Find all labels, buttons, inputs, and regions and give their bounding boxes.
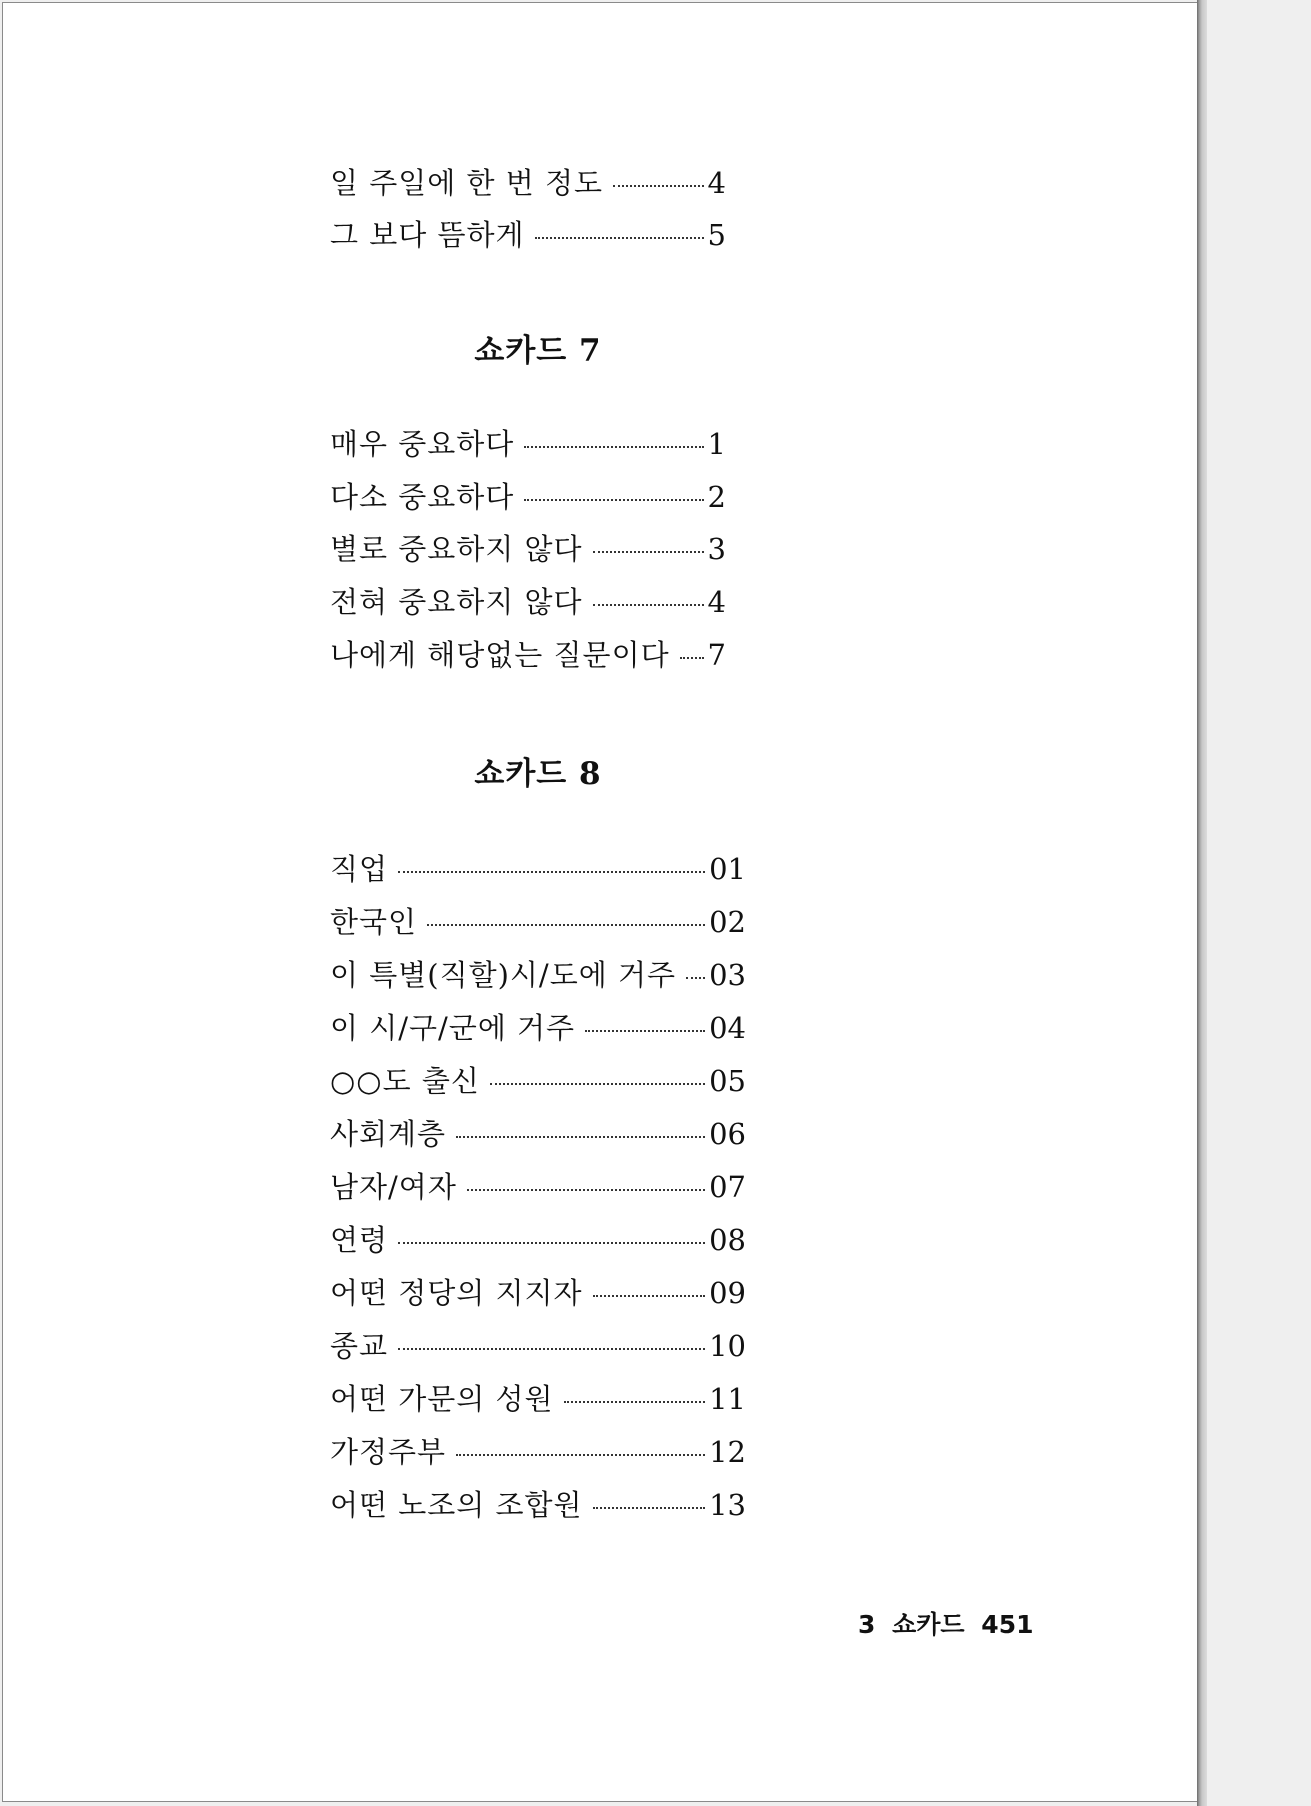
item-code: 13 bbox=[709, 1488, 746, 1522]
item-code: 11 bbox=[709, 1382, 746, 1416]
item-code: 09 bbox=[709, 1276, 746, 1310]
dot-leader bbox=[564, 1401, 706, 1403]
list-item bbox=[330, 218, 726, 252]
item-label: 어떤 정당의 지지자 bbox=[330, 1276, 583, 1310]
dot-leader bbox=[398, 1242, 705, 1244]
section-heading: 쇼카드 7 bbox=[474, 333, 602, 369]
item-label: 연령 bbox=[330, 1223, 389, 1257]
dot-leader bbox=[467, 1189, 705, 1191]
item-label: 어떤 가문의 성원 bbox=[330, 1382, 554, 1416]
item-code: 4 bbox=[707, 585, 726, 619]
item-code: 07 bbox=[709, 1170, 746, 1204]
item-code: 5 bbox=[707, 218, 726, 252]
dot-leader bbox=[535, 237, 704, 239]
item-label: 어떤 노조의 조합원 bbox=[330, 1488, 583, 1522]
item-label: 별로 중요하지 않다 bbox=[330, 532, 583, 566]
chapter-title: 쇼카드 bbox=[892, 1610, 965, 1639]
section-heading: 쇼카드 8 bbox=[474, 756, 602, 792]
item-label: 이 시/구/군에 거주 bbox=[330, 1011, 576, 1045]
item-code: 2 bbox=[707, 480, 726, 514]
item-label: 나에게 해당없는 질문이다 bbox=[330, 638, 670, 672]
item-label: 매우 중요하다 bbox=[330, 427, 515, 461]
item-label: 직업 bbox=[330, 852, 389, 886]
item-code: 10 bbox=[709, 1329, 746, 1363]
list-item bbox=[330, 166, 726, 200]
item-code: 01 bbox=[709, 852, 746, 886]
item-label: 그 보다 뜸하게 bbox=[330, 218, 525, 252]
dot-leader bbox=[680, 657, 704, 659]
list-item bbox=[330, 1382, 746, 1416]
list-item bbox=[330, 1170, 746, 1204]
list-item bbox=[330, 532, 726, 566]
item-label: 종교 bbox=[330, 1329, 389, 1363]
list-item bbox=[330, 1435, 746, 1469]
dot-leader bbox=[398, 871, 705, 873]
item-code: 3 bbox=[707, 532, 726, 566]
chapter-number: 3 bbox=[858, 1610, 876, 1639]
item-label: ○○도 출신 bbox=[330, 1064, 480, 1098]
list-item bbox=[330, 427, 726, 461]
dot-leader bbox=[613, 185, 704, 187]
item-label: 전혀 중요하지 않다 bbox=[330, 585, 583, 619]
list-item bbox=[330, 480, 726, 514]
item-label: 일 주일에 한 번 정도 bbox=[330, 166, 603, 200]
item-code: 03 bbox=[709, 958, 746, 992]
list-item bbox=[330, 905, 746, 939]
dot-leader bbox=[585, 1030, 705, 1032]
item-label: 한국인 bbox=[330, 905, 418, 939]
item-code: 05 bbox=[709, 1064, 746, 1098]
list-item bbox=[330, 1276, 746, 1310]
dot-leader bbox=[524, 499, 703, 501]
item-code: 06 bbox=[709, 1117, 746, 1151]
dot-leader bbox=[593, 1295, 706, 1297]
list-item bbox=[330, 585, 726, 619]
item-label: 남자/여자 bbox=[330, 1170, 457, 1204]
page-number: 451 bbox=[981, 1610, 1034, 1639]
page-footer bbox=[858, 1605, 1033, 1641]
list-item bbox=[330, 1011, 746, 1045]
item-label: 다소 중요하다 bbox=[330, 480, 515, 514]
list-item bbox=[330, 638, 726, 672]
item-code: 02 bbox=[709, 905, 746, 939]
dot-leader bbox=[427, 924, 705, 926]
item-code: 04 bbox=[709, 1011, 746, 1045]
item-label: 가정주부 bbox=[330, 1435, 447, 1469]
item-code: 1 bbox=[707, 427, 726, 461]
dot-leader bbox=[456, 1454, 705, 1456]
item-code: 4 bbox=[707, 166, 726, 200]
item-code: 7 bbox=[707, 638, 726, 672]
dot-leader bbox=[593, 551, 704, 553]
dot-leader bbox=[456, 1136, 705, 1138]
list-item bbox=[330, 1488, 746, 1522]
list-item bbox=[330, 852, 746, 886]
item-code: 08 bbox=[709, 1223, 746, 1257]
dot-leader bbox=[593, 1507, 706, 1509]
list-item bbox=[330, 958, 746, 992]
item-code: 12 bbox=[709, 1435, 746, 1469]
list-item bbox=[330, 1064, 746, 1098]
list-item bbox=[330, 1117, 746, 1151]
document-page bbox=[2, 2, 1199, 1802]
page-edge bbox=[1197, 0, 1207, 1806]
dot-leader bbox=[686, 977, 705, 979]
dot-leader bbox=[524, 446, 703, 448]
dot-leader bbox=[490, 1083, 705, 1085]
list-item bbox=[330, 1223, 746, 1257]
dot-leader bbox=[593, 604, 704, 606]
item-label: 사회계층 bbox=[330, 1117, 447, 1151]
dot-leader bbox=[398, 1348, 705, 1350]
item-label: 이 특별(직할)시/도에 거주 bbox=[330, 958, 676, 992]
list-item bbox=[330, 1329, 746, 1363]
